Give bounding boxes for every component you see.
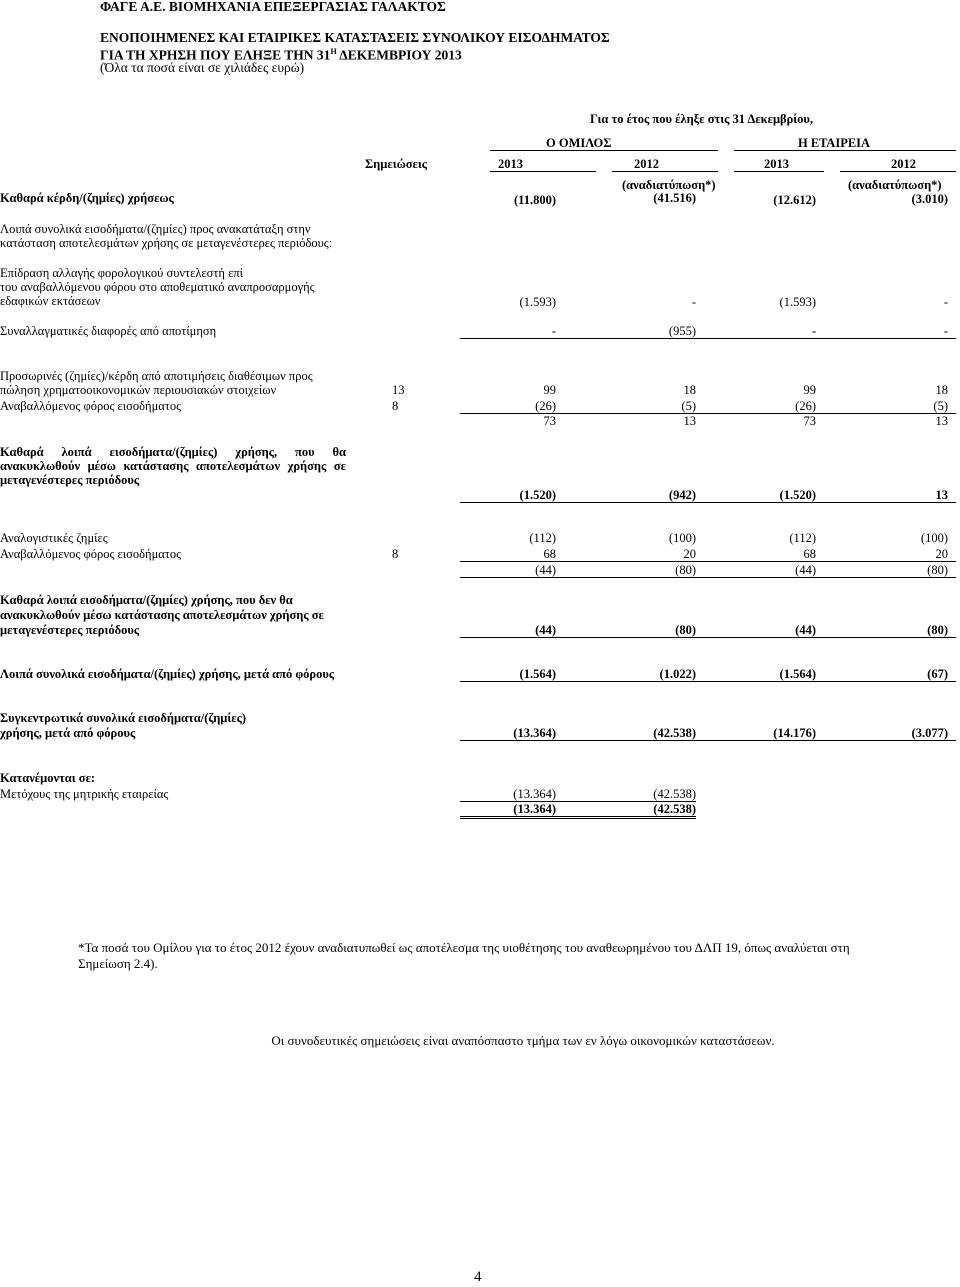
value-cell: - bbox=[811, 324, 816, 338]
restated-label-group: (αναδιατύπωση*) bbox=[622, 178, 716, 192]
value-cell: 68 bbox=[543, 547, 556, 561]
value-cell: (1.593) bbox=[519, 295, 556, 309]
value-cell: (1.520) bbox=[519, 488, 556, 502]
amounts-note: (Όλα τα ποσά είναι σε χιλιάδες ευρώ) bbox=[100, 60, 305, 75]
value-cell: (1.564) bbox=[519, 667, 556, 681]
value-cell: (112) bbox=[529, 531, 556, 545]
net-oci-noreclass-label: μεταγενέστερες περιόδους bbox=[0, 623, 140, 637]
page-number: 4 bbox=[474, 1269, 482, 1285]
group-header: Ο ΟΜΙΛΟΣ bbox=[546, 136, 612, 150]
value-cell: (67) bbox=[927, 667, 948, 681]
deferred-tax-label: Αναβαλλόμενος φόρος εισοδήματος bbox=[0, 547, 182, 561]
restated-label-company: (αναδιατύπωση*) bbox=[848, 178, 942, 192]
year-company-2012: 2012 bbox=[891, 157, 916, 171]
value-cell: (1.022) bbox=[659, 667, 696, 681]
year-company-2013: 2013 bbox=[764, 157, 789, 171]
value-cell: (80) bbox=[675, 563, 696, 577]
deferred-tax-label: Αναβαλλόμενος φόρος εισοδήματος bbox=[0, 399, 182, 413]
value-cell: (42.538) bbox=[653, 787, 696, 801]
year-group-2013: 2013 bbox=[498, 157, 523, 171]
statement-title: ΕΝΟΠΟΙΗΜΕΝΕΣ ΚΑΙ ΕΤΑΙΡΙΚΕΣ ΚΑΤΑΣΤΑΣΕΙΣ ΣΥΝΟΛΙΚΟΥ ΕΙΣΟΔΗΜΑΤΟΣ bbox=[100, 30, 610, 45]
notes-header: Σημειώσεις bbox=[365, 157, 427, 171]
net-oci-reclass-label: Καθαρά λοιπά εισοδήματα/(ζημίες) χρήσης, που θα bbox=[0, 445, 346, 459]
value-cell: 13 bbox=[935, 488, 948, 502]
restatement-footnote: *Τα ποσά του Ομίλου για το έτος 2012 έχουν αναδιατυπωθεί ως αποτέλεσμα της υιοθέτησης του αναθεωρημένου του ΔΛΠ 19, όπως αναλύεται στη Σημείωση 2.4). bbox=[78, 940, 850, 971]
value-cell: 99 bbox=[543, 383, 556, 397]
fx-label: Συναλλαγματικές διαφορές από αποτίμηση bbox=[0, 324, 217, 338]
net-oci-reclass-label: μεταγενέστερες περιόδους bbox=[0, 473, 140, 487]
value-cell: (80) bbox=[675, 623, 696, 637]
value-cell: (13.364) bbox=[513, 726, 556, 740]
value-cell: (44) bbox=[535, 563, 556, 577]
value-cell: (955) bbox=[668, 324, 696, 338]
afs-label: πώληση χρηματοοικονομικών περιουσιακών στοιχείων bbox=[0, 383, 277, 397]
value-cell: (5) bbox=[933, 399, 948, 413]
value-cell: 73 bbox=[803, 414, 816, 428]
value-cell: (26) bbox=[535, 399, 556, 413]
net-oci-noreclass-label: Καθαρά λοιπά εισοδήματα/(ζημίες) χρήσης, που δεν θα bbox=[0, 593, 293, 607]
oci-after-tax-label: Λοιπά συνολικά εισοδήματα/(ζημίες) χρήσης, μετά από φόρους bbox=[0, 667, 335, 681]
value-cell: (1.593) bbox=[779, 295, 816, 309]
oci-intro: Λοιπά συνολικά εισοδήματα/(ζημίες) προς ανακατάταξη στην κατάσταση αποτελεσμάτων χρήσης σε μεταγενέστερες περιόδους: bbox=[0, 222, 333, 250]
value-cell: 73 bbox=[543, 414, 556, 428]
value-cell: - bbox=[551, 324, 556, 338]
value-cell: 68 bbox=[803, 547, 816, 561]
value-cell: (42.538) bbox=[653, 802, 696, 816]
total-ci-label: χρήσης, μετά από φόρους bbox=[0, 726, 136, 740]
value-cell: (41.516) bbox=[653, 191, 696, 205]
value-cell: 99 bbox=[803, 383, 816, 397]
tax-rate-label: του αναβαλλόμενου φόρου στο αποθεματικό αναπροσαρμογής bbox=[0, 280, 315, 294]
value-cell: (80) bbox=[927, 623, 948, 637]
net-profit-label: Καθαρά κέρδη/(ζημίες) χρήσεως bbox=[0, 191, 174, 205]
value-cell: (5) bbox=[681, 399, 696, 413]
company-header: Η ΕΤΑΙΡΕΙΑ bbox=[798, 136, 871, 150]
value-cell: (12.612) bbox=[773, 193, 816, 207]
tax-rate-label: Επίδραση αλλαγής φορολογικού συντελεστή επί bbox=[0, 266, 243, 280]
note-ref: 8 bbox=[392, 399, 399, 413]
total-ci-label: Συγκεντρωτικά συνολικά εισοδήματα/(ζημίες) bbox=[0, 711, 247, 725]
value-cell: (942) bbox=[668, 488, 696, 502]
attributable-header: Κατανέμονται σε: bbox=[0, 771, 96, 785]
afs-label: Προσωρινές (ζημίες)/κέρδη από αποτιμήσεις διαθέσιμων προς bbox=[0, 369, 313, 383]
value-cell: (13.364) bbox=[513, 802, 556, 816]
tax-rate-label: εδαφικών εκτάσεων bbox=[0, 294, 101, 308]
value-cell: (100) bbox=[920, 531, 948, 545]
statement-period: ΓΙΑ ΤΗ ΧΡΗΣΗ ΠΟΥ ΕΛΗΞΕ ΤΗΝ $31^H$ ΔΕΚΕΜΒΡΙΟΥ 2013 bbox=[100, 47, 462, 63]
value-cell: - bbox=[943, 324, 948, 338]
parent-label: Μετόχους της μητρικής εταιρείας bbox=[0, 787, 169, 801]
value-cell: 20 bbox=[935, 547, 948, 561]
net-oci-reclass-label: ανακυκλωθούν μέσω κατάστασης αποτελεσμάτων χρήσης σε bbox=[0, 459, 346, 473]
value-cell: (44) bbox=[795, 623, 816, 637]
value-cell: (44) bbox=[535, 623, 556, 637]
value-cell: (26) bbox=[795, 399, 816, 413]
actuarial-label: Αναλογιστικές ζημίες bbox=[0, 531, 108, 545]
value-cell: (11.800) bbox=[513, 193, 556, 207]
value-cell: 20 bbox=[683, 547, 696, 561]
value-cell: (100) bbox=[668, 531, 696, 545]
value-cell: 18 bbox=[935, 383, 948, 397]
value-cell: (3.010) bbox=[911, 192, 948, 206]
value-cell: 18 bbox=[683, 383, 696, 397]
value-cell: - bbox=[943, 295, 948, 309]
value-cell: (14.176) bbox=[773, 726, 816, 740]
company-name: ΦΑΓΕ Α.Ε. ΒΙΟΜΗΧΑΝΙΑ ΕΠΕΞΕΡΓΑΣΙΑΣ ΓΑΛΑΚΤΟΣ bbox=[100, 0, 446, 14]
value-cell: (80) bbox=[927, 563, 948, 577]
notes-statement: Οι συνοδευτικές σημειώσεις είναι αναπόσπαστο τμήμα των εν λόγω οικονομικών καταστάσεων. bbox=[271, 1033, 775, 1048]
value-cell: (3.077) bbox=[911, 726, 948, 740]
value-cell: 13 bbox=[683, 414, 696, 428]
year-group-2012: 2012 bbox=[634, 157, 659, 171]
value-cell: (44) bbox=[795, 563, 816, 577]
value-cell: 13 bbox=[935, 414, 948, 428]
net-oci-noreclass-label: ανακυκλωθούν μέσω κατάστασης αποτελεσμάτων χρήσης σε bbox=[0, 608, 324, 622]
note-ref: 8 bbox=[392, 547, 399, 561]
value-cell: (42.538) bbox=[653, 726, 696, 740]
note-ref: 13 bbox=[392, 383, 405, 397]
period-header: Για το έτος που έληξε στις 31 Δεκεμβρίου, bbox=[590, 112, 814, 126]
value-cell: - bbox=[691, 295, 696, 309]
value-cell: (1.520) bbox=[779, 488, 816, 502]
value-cell: (112) bbox=[789, 531, 816, 545]
value-cell: (13.364) bbox=[513, 787, 556, 801]
value-cell: (1.564) bbox=[779, 667, 816, 681]
